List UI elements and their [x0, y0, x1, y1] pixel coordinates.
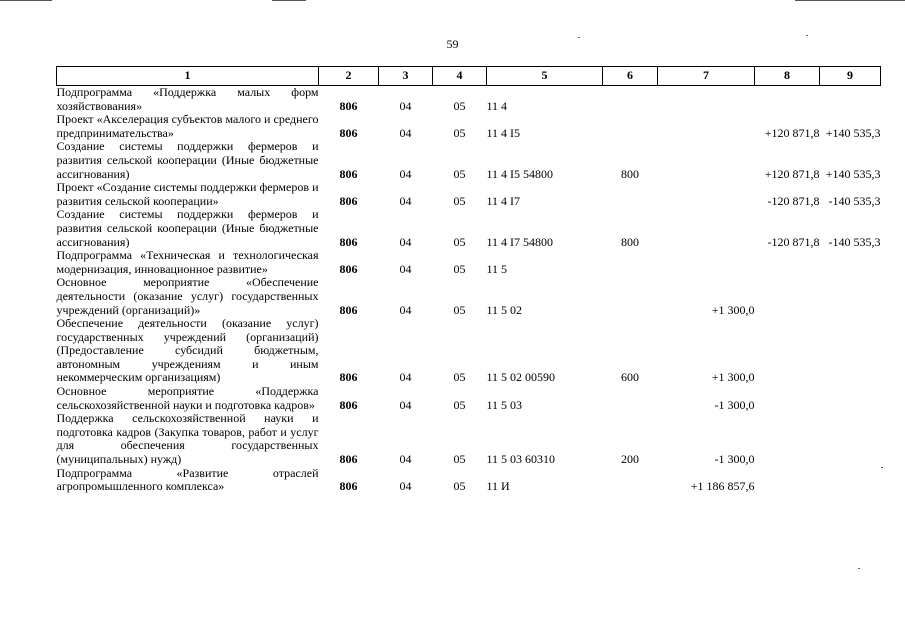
- table-row: [57, 113, 881, 140]
- table-row: [57, 276, 881, 317]
- header-row: [57, 67, 881, 86]
- row-glav: 806: [339, 193, 358, 208]
- row-sum-col7: [658, 86, 755, 114]
- row-target-code: 11 5 02 00590: [486, 370, 556, 385]
- row-sum-col8: +120 871,8: [764, 125, 820, 140]
- row-sum-col8: [755, 317, 820, 385]
- row-section: 04: [399, 452, 412, 467]
- row-sum-col9: -140 535,3: [828, 193, 881, 208]
- row-section: 04: [399, 166, 412, 181]
- table-row: [57, 317, 881, 385]
- row-expense-type: 800: [621, 234, 639, 249]
- table-row: [57, 86, 881, 114]
- row-expense-type: [603, 467, 658, 494]
- table-row: [57, 140, 881, 181]
- row-glav: 806: [339, 166, 358, 181]
- row-expense-type: 200: [621, 452, 639, 467]
- row-sum-col8: [755, 86, 820, 114]
- row-target-code: 11 5 03 60310: [486, 452, 556, 467]
- row-sum-col9: [820, 249, 881, 276]
- row-sum-col8: [755, 385, 820, 412]
- row-name: Создание системы поддержки фермеров и развития сельской кооперации (Иные бюджетные ассигнования): [56, 207, 319, 249]
- row-name: Проект «Создание системы поддержки фермеров и развития сельской кооперации»: [56, 180, 319, 208]
- row-glav: 806: [339, 302, 358, 317]
- row-section: 04: [399, 261, 412, 276]
- row-expense-type: [603, 276, 658, 317]
- row-sum-col9: [820, 467, 881, 494]
- row-glav: 806: [339, 397, 358, 412]
- row-glav: 806: [339, 234, 358, 249]
- header-col-1: 1: [57, 67, 319, 86]
- row-glav: 806: [339, 452, 358, 467]
- row-name: Проект «Акселерация субъектов малого и среднего предпринимательства»: [56, 112, 319, 140]
- header-col-9: 9: [820, 67, 881, 86]
- row-section: 04: [399, 302, 412, 317]
- row-subsection: 05: [453, 261, 466, 276]
- row-section: 04: [399, 397, 412, 412]
- row-subsection: 05: [453, 166, 466, 181]
- row-sum-col9: [820, 276, 881, 317]
- row-sum-col7: [658, 113, 755, 140]
- header-col-4: 4: [433, 67, 487, 86]
- row-sum-col9: [820, 385, 881, 412]
- header-col-7: 7: [658, 67, 755, 86]
- row-subsection: 05: [453, 479, 466, 494]
- row-sum-col9: +140 535,3: [825, 125, 881, 140]
- row-sum-col8: +120 871,8: [764, 166, 820, 181]
- row-expense-type: [603, 249, 658, 276]
- row-target-code: 11 4 I7: [486, 193, 521, 208]
- row-expense-type: [603, 181, 658, 208]
- row-expense-type: [603, 113, 658, 140]
- row-target-code: 11 И: [486, 479, 510, 494]
- row-sum-col8: [755, 467, 820, 494]
- row-target-code: 11 5: [486, 261, 508, 276]
- row-sum-col9: [820, 86, 881, 114]
- scan-speck: [881, 467, 883, 468]
- row-sum-col7: +1 300,0: [711, 370, 755, 385]
- row-name: Подпрограмма «Поддержка малых форм хозяйствования»: [56, 85, 319, 113]
- row-name: Подпрограмма «Техническая и технологическая модернизация, инновационное развитие»: [56, 248, 319, 276]
- row-sum-col7: [658, 249, 755, 276]
- row-expense-type: [603, 385, 658, 412]
- row-subsection: 05: [453, 370, 466, 385]
- header-col-5: 5: [487, 67, 603, 86]
- row-sum-col9: [820, 412, 881, 466]
- row-target-code: 11 5 03: [486, 397, 523, 412]
- row-sum-col7: [658, 208, 755, 249]
- row-section: 04: [399, 193, 412, 208]
- row-expense-type: [603, 86, 658, 114]
- row-name: Основное мероприятие «Поддержка сельскохозяйственной науки и подготовка кадров»: [56, 384, 319, 412]
- row-expense-type: 800: [621, 166, 639, 181]
- table-row: [57, 208, 881, 249]
- row-name: Создание системы поддержки фермеров и развития сельской кооперации (Иные бюджетные ассигнования): [56, 139, 319, 181]
- row-target-code: 11 4 I5: [486, 125, 521, 140]
- row-name: Поддержка сельскохозяйственной науки и подготовка кадров (Закупка товаров, работ и услуг для обеспечения государственных (муниципальных) нужд): [56, 411, 319, 467]
- table-row: [57, 467, 881, 494]
- row-sum-col7: -1 300,0: [714, 452, 755, 467]
- row-expense-type: 600: [621, 370, 639, 385]
- row-section: 04: [399, 125, 412, 140]
- row-glav: 806: [339, 370, 358, 385]
- row-glav: 806: [339, 125, 358, 140]
- row-name: Обеспечение деятельности (оказание услуг) государственных учреждений (организаций) (Предоставление субсидий бюджетным, автономным учреждениям и иным некоммерческим организациям): [56, 316, 319, 385]
- scan-edge-line: [272, 0, 306, 1]
- header-col-2: 2: [319, 67, 379, 86]
- budget-table: [56, 66, 881, 494]
- table-row: [57, 249, 881, 276]
- scan-edge-line: [795, 0, 905, 1]
- row-glav: 806: [339, 98, 358, 113]
- row-section: 04: [399, 98, 412, 113]
- row-target-code: 11 4: [486, 98, 508, 113]
- row-subsection: 05: [453, 125, 466, 140]
- scan-speck: [858, 568, 860, 569]
- row-sum-col8: -120 871,8: [767, 193, 820, 208]
- row-subsection: 05: [453, 193, 466, 208]
- row-target-code: 11 4 I5 54800: [486, 166, 554, 181]
- table-row: [57, 412, 881, 466]
- table-row: [57, 181, 881, 208]
- row-sum-col8: -120 871,8: [767, 234, 820, 249]
- row-sum-col8: [755, 276, 820, 317]
- header-col-3: 3: [379, 67, 433, 86]
- scan-speck: [806, 35, 808, 36]
- row-sum-col7: +1 300,0: [711, 302, 755, 317]
- row-sum-col9: -140 535,3: [828, 234, 881, 249]
- row-sum-col7: [658, 140, 755, 181]
- row-sum-col9: [820, 317, 881, 385]
- row-glav: 806: [339, 261, 358, 276]
- row-sum-col7: [658, 181, 755, 208]
- row-sum-col7: +1 186 857,6: [690, 479, 755, 494]
- row-name: Основное мероприятие «Обеспечение деятельности (оказание услуг) государственных учреждений (организаций)»: [56, 275, 319, 317]
- row-target-code: 11 5 02: [486, 302, 523, 317]
- row-sum-col9: +140 535,3: [825, 166, 881, 181]
- row-sum-col7: -1 300,0: [714, 397, 755, 412]
- row-glav: 806: [339, 479, 358, 494]
- row-sum-col8: [755, 249, 820, 276]
- header-col-6: 6: [603, 67, 658, 86]
- row-subsection: 05: [453, 302, 466, 317]
- header-col-8: 8: [755, 67, 820, 86]
- row-name: Подпрограмма «Развитие отраслей агропромышленного комплекса»: [56, 465, 319, 494]
- row-subsection: 05: [453, 234, 466, 249]
- row-sum-col8: [755, 412, 820, 466]
- row-target-code: 11 4 I7 54800: [486, 234, 554, 249]
- row-section: 04: [399, 479, 412, 494]
- row-section: 04: [399, 370, 412, 385]
- row-subsection: 05: [453, 397, 466, 412]
- table-row: [57, 385, 881, 412]
- page-number: 59: [446, 37, 459, 51]
- row-section: 04: [399, 234, 412, 249]
- scan-edge-line: [0, 0, 52, 1]
- row-subsection: 05: [453, 452, 466, 467]
- row-subsection: 05: [453, 98, 466, 113]
